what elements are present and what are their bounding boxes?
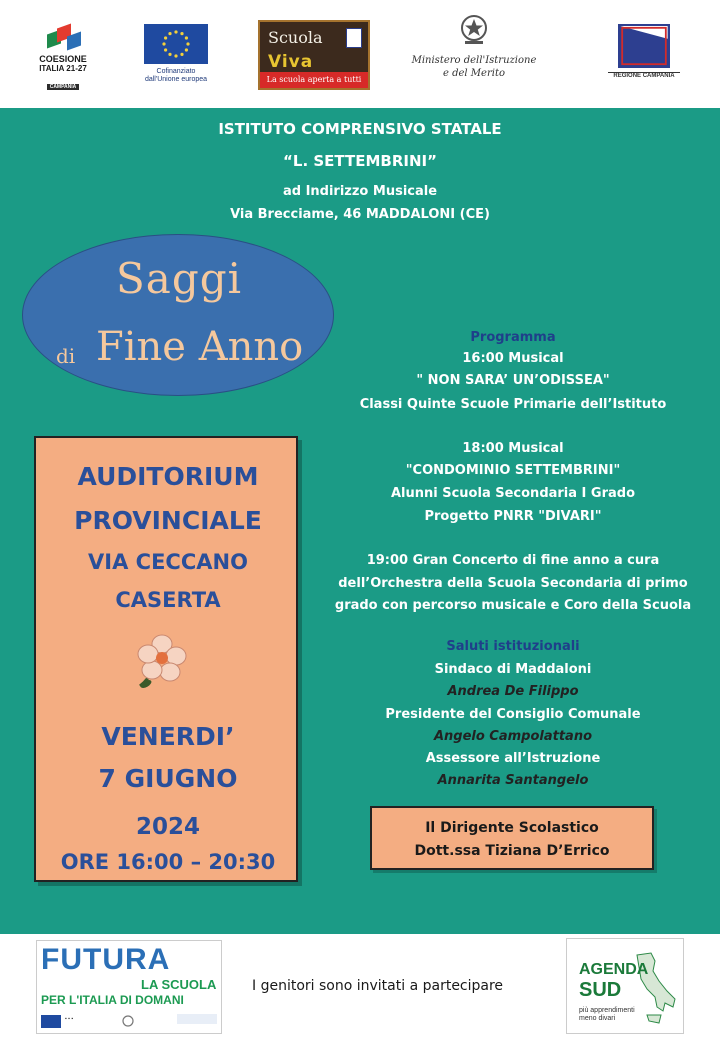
eu-flag-icon	[144, 24, 208, 64]
program-item1-desc: Classi Quinte Scuole Primarie dell’Istituto	[359, 397, 667, 412]
name-sindaco: Andrea De Filippo	[447, 684, 579, 699]
program-item3-line1: 19:00 Gran Concerto di fine anno a cura	[366, 553, 660, 568]
eu-caption2: dall'Unione europea	[144, 76, 208, 83]
title-fine-anno: Fine Anno	[96, 324, 304, 370]
regione-caption: REGIONE CAMPANIA	[608, 72, 680, 79]
program-item2-title: "CONDOMINIO SETTEMBRINI"	[405, 463, 621, 478]
futura-logo	[36, 940, 222, 1034]
agenda-word: AGENDA	[579, 961, 649, 978]
venue-box	[34, 436, 298, 882]
eu-caption1: Cofinanziato	[156, 68, 196, 75]
scuolaviva-word1: Scuola	[268, 28, 323, 47]
school-name: ISTITUTO COMPRENSIVO STATALE	[218, 120, 502, 138]
name-presidente: Angelo Campolattano	[433, 729, 593, 744]
coesione-mark-icon	[43, 22, 83, 52]
school-street-address: Via Brecciame, 46 MADDALONI (CE)	[230, 207, 490, 222]
ministero-line2: e del Merito	[443, 68, 505, 79]
program-item1-title: " NON SARA’ UN’ODISSEA"	[416, 373, 610, 388]
program-item3-line3: grado con percorso musicale e Coro della Scuola	[334, 598, 692, 613]
agenda-sud-logo	[566, 938, 684, 1034]
program-item2-desc2: Progetto PNRR "DIVARI"	[424, 509, 602, 524]
title-saggi: Saggi	[116, 254, 243, 303]
event-time: ORE 16:00 – 20:30	[60, 850, 276, 874]
role-presidente: Presidente del Consiglio Comunale	[385, 707, 641, 722]
event-day: VENERDI’	[101, 722, 235, 751]
regione-campania-logo	[608, 24, 680, 86]
venue-street: VIA CECCANO	[88, 550, 248, 574]
futura-eu-flag-icon	[41, 1015, 61, 1028]
futura-sub1: LA SCUOLA	[141, 977, 217, 992]
program-item1-time: 16:00 Musical	[462, 351, 564, 366]
event-year: 2024	[135, 814, 200, 840]
scuolaviva-word2: Viva	[268, 52, 314, 72]
venue-provinciale: PROVINCIALE	[74, 506, 262, 535]
dirigente-name: Dott.ssa Tiziana D’Errico	[414, 843, 610, 859]
school-music-address: ad Indirizzo Musicale	[282, 184, 438, 199]
futura-sub2: PER L'ITALIA DI DOMANI	[41, 993, 184, 1007]
italian-emblem-icon	[459, 12, 489, 46]
coesione-line3: CAMPANIA	[47, 84, 80, 90]
title-di: di	[56, 344, 76, 368]
futura-title: FUTURA	[41, 943, 171, 976]
flower-icon	[130, 628, 194, 692]
ministero-line1: Ministero dell'Istruzione	[411, 55, 537, 66]
name-assessore: Annarita Santangelo	[437, 773, 589, 788]
programma-heading: Programma	[470, 330, 556, 345]
coesione-line1: COESIONE	[39, 54, 87, 64]
eu-cofinanced-logo	[136, 24, 216, 90]
dirigente-title: Il Dirigente Scolastico	[425, 820, 599, 836]
scuolaviva-tagline: La scuola aperta a tutti	[260, 72, 368, 88]
saluti-heading: Saluti istituzionali	[446, 639, 580, 654]
event-date: 7 GIUGNO	[98, 764, 238, 793]
scuola-viva-logo	[258, 20, 370, 90]
venue-auditorium: AUDITORIUM	[77, 462, 259, 491]
futura-emblem-icon	[121, 1014, 135, 1028]
ministero-logo	[398, 12, 550, 98]
dirigente-box	[370, 806, 654, 870]
futura-strip-decoration: ▪ ▪ ▪	[65, 1016, 74, 1022]
school-quoted-name: “L. SETTEMBRINI”	[283, 152, 437, 170]
program-item2-desc1: Alunni Scuola Secondaria I Grado	[390, 486, 636, 501]
top-logo-band	[0, 0, 720, 108]
regione-shield-icon	[618, 24, 670, 68]
parents-invitation: I genitori sono invitati a partecipare	[252, 978, 504, 994]
program-item3-line2: dell’Orchestra della Scuola Secondaria di primo	[338, 576, 688, 591]
program-item2-time: 18:00 Musical	[462, 441, 564, 456]
role-sindaco: Sindaco di Maddaloni	[434, 662, 592, 677]
italiadomani-badge	[177, 1014, 217, 1024]
venue-city: CASERTA	[115, 588, 221, 612]
sud-word: SUD	[579, 979, 622, 1001]
coesione-line2: ITALIA 21-27	[39, 64, 87, 73]
role-assessore: Assessore all’Istruzione	[425, 751, 601, 766]
agenda-tagline: più apprendimenti meno divari	[579, 1007, 635, 1022]
campania-shield-icon	[346, 28, 362, 48]
coesione-italia-logo	[30, 22, 96, 90]
